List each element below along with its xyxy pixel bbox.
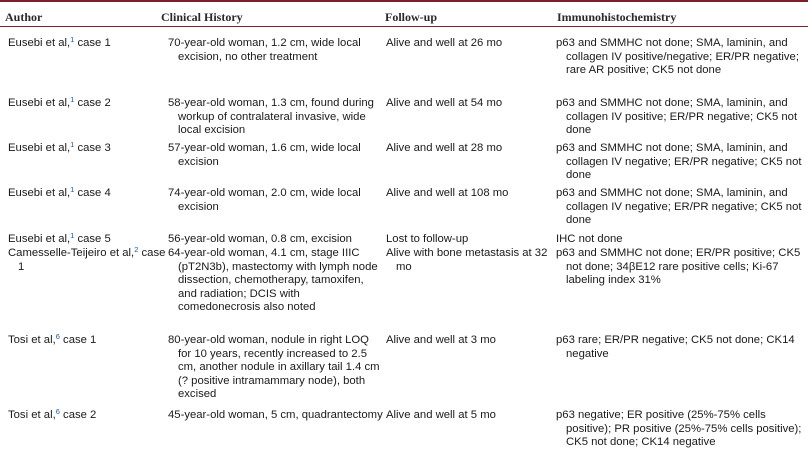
table-row: [0, 233, 808, 247]
author-cell: Camesselle-Teijeiro et al,$^2$ case 1: [8, 245, 166, 273]
author-cell: Eusebi et al,$^1$ case 5: [8, 231, 111, 245]
author-cell: Tosi et al,$^6$ case 1: [8, 332, 97, 346]
reference-link[interactable]: 2: [134, 245, 139, 254]
ihc-cell: p63 and SMMHC not done; ER/PR positive; CK5 not done; 34βE12 rare positive cells; Ki-67 labeling index 31%: [556, 247, 801, 287]
table-row: [0, 334, 808, 406]
table-row: [0, 37, 808, 91]
author-cell: Eusebi et al,$^1$ case 2: [8, 95, 111, 109]
reference-link[interactable]: 1: [70, 231, 75, 240]
history-cell: 45-year-old woman, 5 cm, quadrantectomy: [168, 409, 383, 421]
table-row: [0, 409, 808, 463]
history-cell: 74-year-old woman, 2.0 cm, wide local excision: [168, 187, 361, 213]
table-header: [0, 4, 808, 27]
followup-cell: Alive and well at 54 mo: [386, 97, 503, 109]
author-cell: Eusebi et al,$^1$ case 1: [8, 35, 111, 49]
followup-cell: Alive and well at 5 mo: [386, 409, 496, 421]
clinical-table: [0, 4, 808, 449]
ihc-cell: p63 and SMMHC not done; SMA, laminin, and collagen IV positive; ER/PR negative; CK5 not done: [556, 97, 798, 137]
history-cell: 70-year-old woman, 1.2 cm, wide local excision, no other treatment: [168, 37, 361, 63]
reference-link[interactable]: 6: [55, 332, 60, 341]
table-row: [0, 142, 808, 184]
followup-cell: Lost to follow-up: [386, 233, 469, 245]
reference-link[interactable]: 1: [70, 95, 75, 104]
header-ihc: Immunohistochemistry: [557, 10, 677, 24]
reference-link[interactable]: 6: [55, 407, 60, 416]
ihc-cell: p63 and SMMHC not done; SMA, laminin, and collagen IV negative; ER/PR negative; CK5 not done: [556, 187, 802, 227]
history-cell: 58-year-old woman, 1.3 cm, found during workup of contralateral invasive, wide local excision: [168, 97, 374, 137]
header-history: Clinical History: [161, 10, 243, 24]
table-row: [0, 97, 808, 139]
reference-link[interactable]: 1: [70, 185, 75, 194]
table-row: [0, 247, 808, 329]
history-cell: 64-year-old woman, 4.1 cm, stage IIIC (pT2N3b), mastectomy with lymph node dissection, chemotherapy, tamoxifen, and radiation; DCIS with comedonecrosis also noted: [168, 247, 378, 314]
history-cell: 57-year-old woman, 1.6 cm, wide local excision: [168, 142, 361, 168]
ihc-cell: p63 and SMMHC not done; SMA, laminin, and collagen IV positive/negative; ER/PR negative; rare AR positive; CK5 not done: [556, 37, 799, 77]
followup-cell: Alive and well at 26 mo: [386, 37, 503, 49]
author-cell: Tosi et al,$^6$ case 2: [8, 407, 97, 421]
reference-link[interactable]: 1: [70, 35, 75, 44]
followup-cell: Alive and well at 28 mo: [386, 142, 503, 154]
header-author: Author: [5, 10, 43, 24]
history-cell: 80-year-old woman, nodule in right LOQ for 10 years, recently increased to 2.5 cm, another nodule in axillary tail 1.4 cm (? positive intramammary node), both excised: [168, 334, 380, 401]
followup-cell: Alive and well at 3 mo: [386, 334, 496, 346]
history-cell: 56-year-old woman, 0.8 cm, excision: [168, 233, 352, 245]
ihc-cell: IHC not done: [556, 233, 623, 245]
ihc-cell: p63 rare; ER/PR negative; CK5 not done; CK14 negative: [556, 334, 795, 360]
header-followup: Follow-up: [385, 10, 438, 24]
followup-cell: Alive and well at 108 mo: [386, 187, 509, 199]
followup-cell: Alive with bone metastasis at 32 mo: [386, 247, 548, 273]
table-row: [0, 187, 808, 229]
reference-link[interactable]: 1: [70, 140, 75, 149]
table-top-rule: [0, 0, 808, 2]
author-cell: Eusebi et al,$^1$ case 3: [8, 140, 111, 154]
ihc-cell: p63 negative; ER positive (25%-75% cells positive); PR positive (25%-75% cells positive); CK5 not done; CK14 negative: [556, 409, 802, 449]
ihc-cell: p63 and SMMHC not done; SMA, laminin, and collagen IV negative; ER/PR negative; CK5 not done: [556, 142, 802, 182]
author-cell: Eusebi et al,$^1$ case 4: [8, 185, 111, 199]
